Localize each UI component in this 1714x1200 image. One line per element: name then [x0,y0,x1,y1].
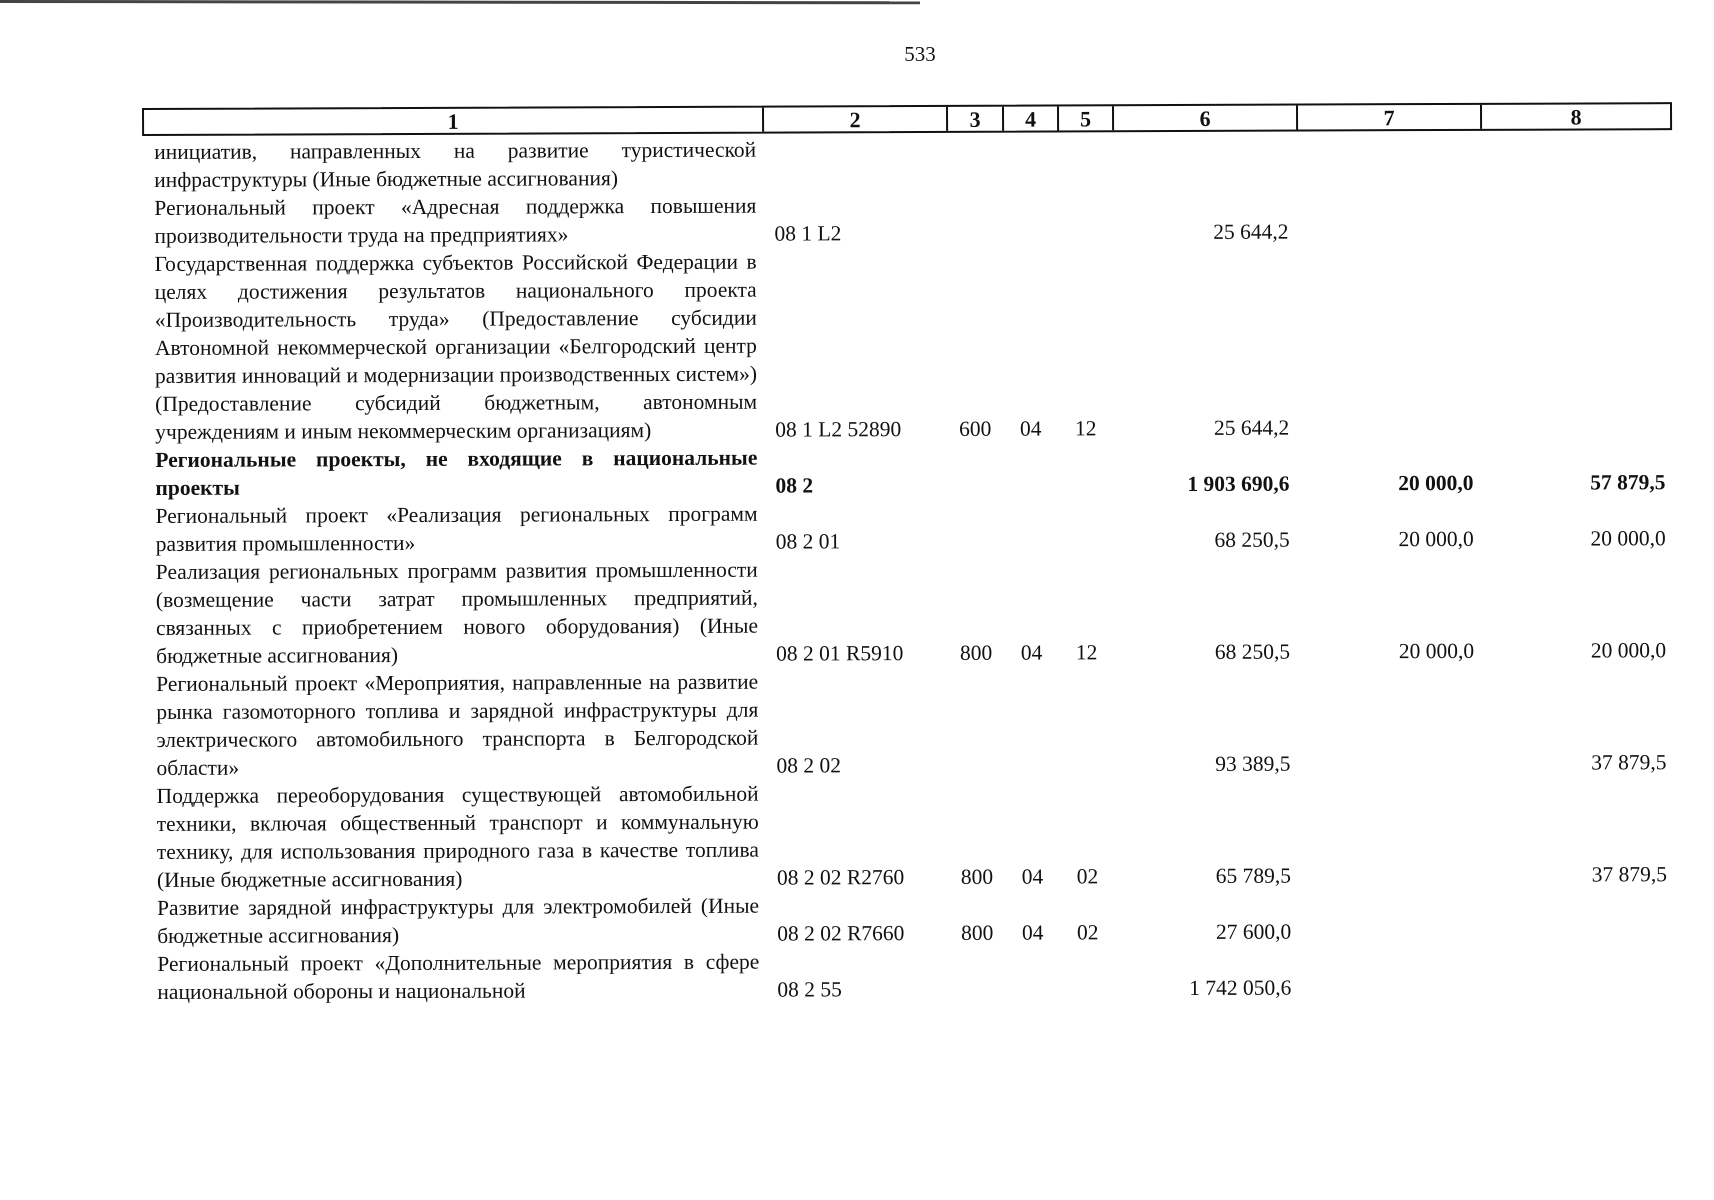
row-code-cell: 08 2 01 [775,529,841,554]
table-row [145,888,1675,950]
row-col4-cell: 04 [1021,864,1044,889]
row-col6-value: 27 600,0 [1215,919,1292,944]
row-col5-cell: 12 [1075,640,1098,665]
row-name-cell: Региональный проект «Мероприятия, направленные на развитие рынка газомоторного топлива и зарядной инфраструктуры для электрического автомобильного транспорта в Белгородской области» [156,669,759,780]
row-col3-cell: 600 [959,416,992,441]
row-col5-cell: 12 [1074,416,1097,441]
row-code-cell: 08 2 02 [776,753,842,778]
row-name-cell: Поддержка переоборудования существующей автомобильной техники, включая общественный транспорт и коммунальную технику, для использования природного газа в качестве топлива (Иные бюджетные ассигнования) [156,781,759,892]
header-col-1: 1 [144,108,764,134]
row-col5-cell: 02 [1076,920,1099,945]
row-col6-value: 68 250,5 [1214,527,1290,552]
scan-edge-line [0,0,920,4]
table-row [142,188,1672,250]
table-row [143,244,1674,446]
row-name-cell: Реализация региональных программ развития промышленности (возмещение части затрат промышленных предприятий, связанных с приобретением нового оборудования) (Иные бюджетные ассигнования) [155,557,759,668]
row-name-cell: инициатив, направленных на развитие туристической инфраструктуры (Иные бюджетные ассигнования) [154,137,757,192]
row-code-cell: 08 2 [775,473,814,498]
row-col6-value: 65 789,5 [1215,863,1292,888]
budget-table [142,102,1675,1006]
row-col8-value: 20 000,0 [1590,638,1667,663]
table-row [145,776,1675,894]
row-col6-value: 1 903 690,6 [1187,471,1290,496]
row-name-cell: Региональный проект «Адресная поддержка повышения производительности труда на предприятиях» [154,193,757,248]
row-col5-cell: 02 [1076,864,1099,889]
row-col6-value: 68 250,5 [1214,639,1291,664]
row-col4-cell: 04 [1020,640,1043,665]
row-code-cell: 08 2 55 [777,977,842,1002]
header-col-3: 3 [948,107,1004,131]
table-row [143,440,1673,502]
row-col7-value: 20 000,0 [1398,638,1475,664]
row-col8-value: 37 879,5 [1591,862,1667,887]
row-col6-value: 1 742 050,6 [1189,975,1292,1000]
row-name-cell: Государственная поддержка субъектов Российской Федерации в целях достижения результатов национального проекта «Производительность труда» (Предоставление субсидии Автономной некоммерческой организации «Белгородский центр развития инноваций и модернизации производственных систем») (Предоставление субсидий бюджетным, автономным учреждениям и иным некоммерческим организациям) [154,249,758,444]
row-col6-value: 93 389,5 [1215,751,1291,776]
row-col8-value [1483,1000,1671,1001]
header-col-6: 6 [1114,106,1298,131]
table-row [145,944,1675,1006]
page-number: 533 [904,42,936,66]
row-col3-cell: 800 [959,640,993,665]
row-name-cell: Региональный проект «Реализация региональных программ развития промышленности» [155,501,758,556]
row-col8-value: 57 879,5 [1590,470,1666,495]
row-name-cell: Развитие зарядной инфраструктуры для электромобилей (Иные бюджетные ассигнования) [157,893,760,948]
table-row [142,132,1672,194]
header-col-2: 2 [764,107,948,132]
row-col7-value: 20 000,0 [1398,470,1474,496]
row-col3-cell: 800 [961,920,994,945]
header-col-7: 7 [1298,105,1482,130]
table-row [144,552,1674,670]
table-header-row [142,102,1672,136]
row-name-cell: Региональный проект «Дополнительные мероприятия в сфере национальной обороны и национальной [157,949,760,1004]
row-name-cell: Региональные проекты, не входящие в национальные проекты [155,445,758,500]
row-code-cell: 08 1 L2 [774,221,842,246]
row-code-cell: 08 1 L2 52890 [775,417,902,442]
row-col7-value [1299,1001,1483,1002]
header-col-8: 8 [1570,104,1582,130]
table-row [144,496,1674,558]
row-col7-value: 20 000,0 [1398,526,1474,552]
header-col-4: 4 [1004,106,1059,130]
row-col8-value: 20 000,0 [1590,526,1666,551]
table-row [144,664,1674,782]
table-body [142,132,1675,1006]
row-code-cell: 08 2 02 R2760 [776,865,905,890]
row-col8-value: 37 879,5 [1591,750,1667,775]
row-col4-cell: 04 [1021,920,1044,945]
row-code-cell: 08 2 01 R5910 [776,641,904,666]
header-col-5: 5 [1059,106,1114,130]
row-col3-cell: 800 [960,864,994,889]
row-col6-value: 25 644,2 [1213,415,1290,440]
row-col4-cell: 04 [1019,416,1042,441]
row-col6-value: 25 644,2 [1213,219,1289,244]
row-code-cell: 08 2 02 R7660 [777,921,905,946]
